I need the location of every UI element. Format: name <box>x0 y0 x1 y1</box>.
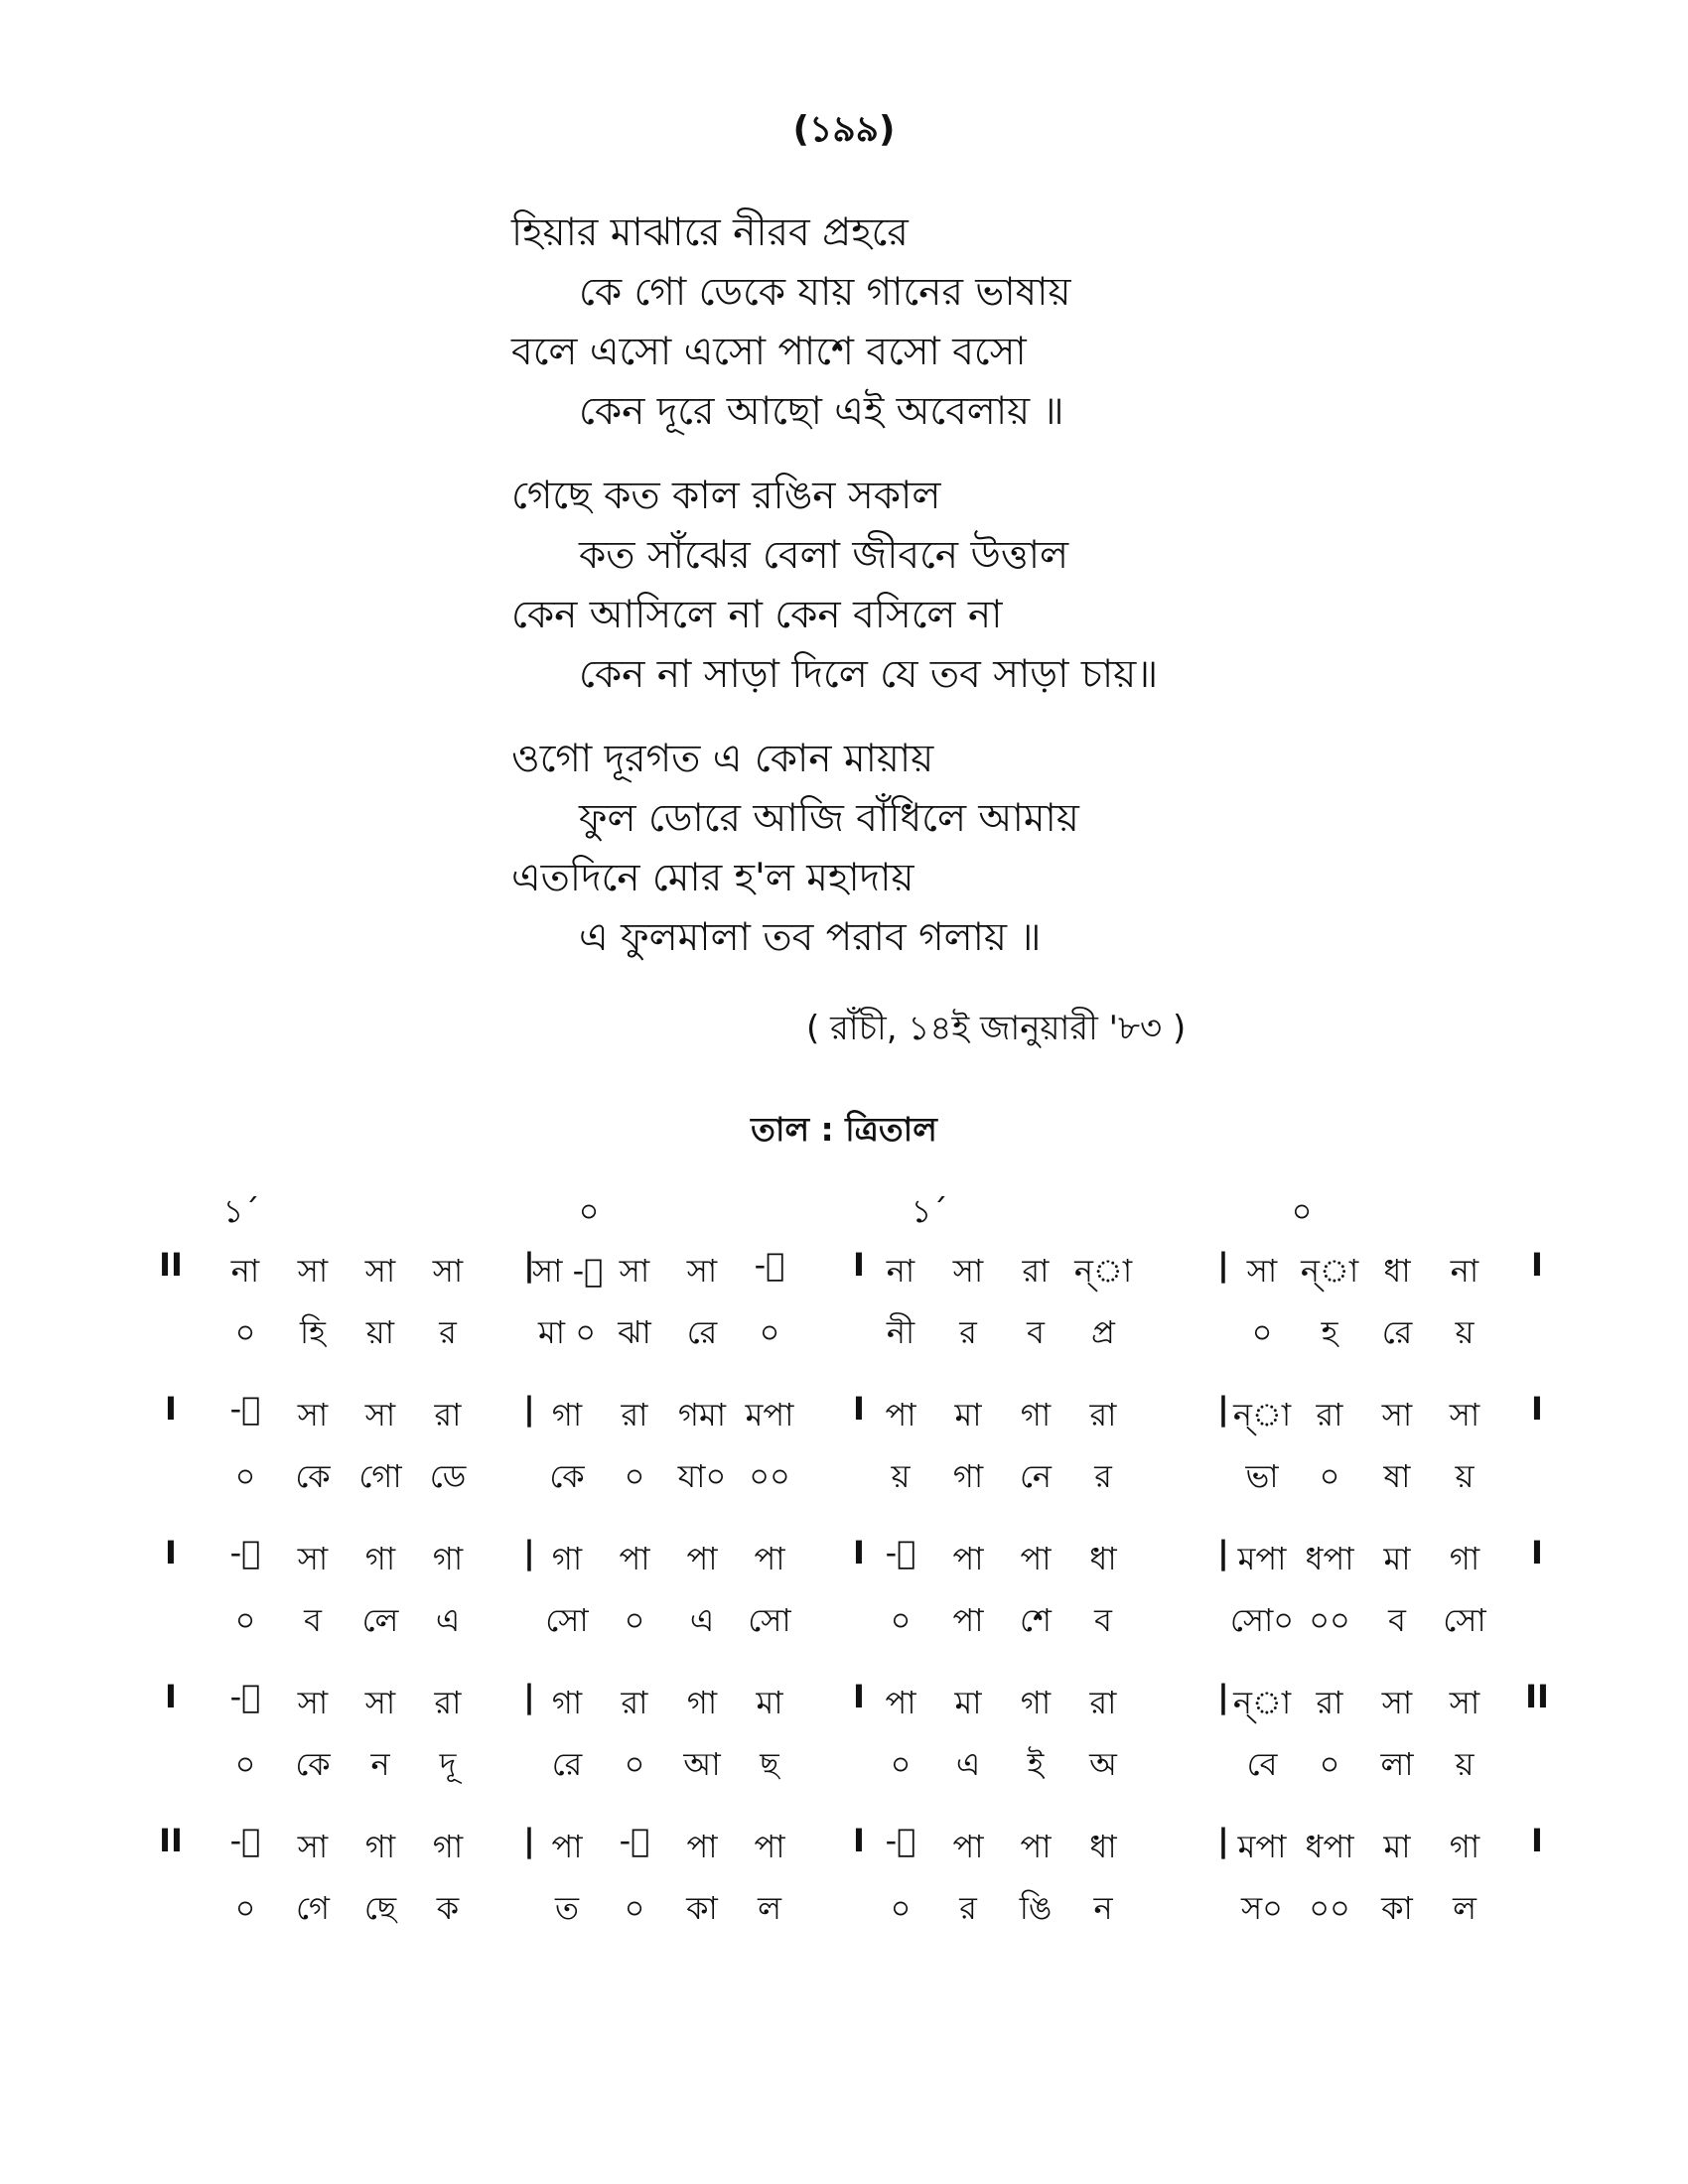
lyric-syllable: য় <box>1455 1313 1475 1351</box>
lyric-syllable: ০০ <box>749 1457 790 1495</box>
bar-line: | <box>1217 1822 1229 1859</box>
beat-mark: ০ <box>578 1192 600 1230</box>
swara-note: রা <box>1089 1396 1117 1433</box>
swara-note: ‑া <box>885 1822 916 1859</box>
lyric-syllable: ০ <box>234 1889 256 1927</box>
stanza-2 <box>511 467 1504 705</box>
lyric-syllable: সো <box>545 1601 589 1639</box>
swara-note: সা <box>364 1252 396 1290</box>
bar-line: | <box>523 1822 535 1859</box>
lyric-syllable: ০ <box>759 1313 780 1351</box>
swara-note: গা <box>1449 1540 1480 1577</box>
lyric-syllable: ০ <box>890 1601 912 1639</box>
notation-block <box>0 1246 1688 1390</box>
lyric-syllable: র <box>1094 1457 1112 1495</box>
lyric-syllable: যা০ <box>677 1457 727 1495</box>
lyric-syllable: সো <box>748 1601 791 1639</box>
verse-line: কে গো ডেকে যায় গানের ভাষায় <box>579 270 1071 315</box>
swara-note: গা <box>364 1828 396 1865</box>
verse-line: কত সাঁঝের বেলা জীবনে উত্তাল <box>579 533 1069 578</box>
verse-line: কেন আসিলে না কেন বসিলে না <box>511 593 1003 637</box>
verse-line: ওগো দূরগত এ কোন মায়ায় <box>511 737 934 781</box>
swara-note: পা <box>686 1540 718 1577</box>
lyric-syllable: কা <box>686 1889 718 1927</box>
swara-note: সা <box>1246 1252 1278 1290</box>
bar-line: | <box>1217 1390 1229 1428</box>
verse-line: ফুল ডোরে আজি বাঁধিলে আমায় <box>579 796 1079 841</box>
lyric-syllable: গে <box>296 1889 330 1927</box>
tala-heading: তাল : ত্রিতাল <box>751 1110 937 1149</box>
swara-note: রা <box>1089 1684 1117 1721</box>
lyric-syllable: র <box>959 1889 977 1927</box>
bar-line: | <box>1217 1678 1229 1715</box>
swara-note: গা <box>1020 1684 1052 1721</box>
swara-note: পা <box>754 1828 785 1865</box>
swara-note: পা <box>885 1396 916 1433</box>
bar-line: I <box>1531 1246 1543 1284</box>
lyric-syllable: ০ <box>1319 1745 1340 1783</box>
swara-note: সা <box>297 1684 329 1721</box>
bar-line: | <box>523 1390 535 1428</box>
swara-note: গা <box>432 1540 464 1577</box>
lyric-syllable: ০ <box>234 1457 256 1495</box>
swara-note: গা <box>551 1396 583 1433</box>
lyric-syllable: নে <box>1019 1457 1053 1495</box>
swara-note: পা <box>686 1828 718 1865</box>
lyric-syllable: বে <box>1246 1745 1278 1783</box>
swara-note: সা <box>297 1828 329 1865</box>
swara-note: রা <box>434 1396 462 1433</box>
swara-note: সা <box>297 1540 329 1577</box>
swara-row <box>0 1534 1688 1583</box>
lyric-syllable: আ <box>683 1745 721 1783</box>
swara-note: ‑া <box>885 1534 916 1571</box>
lyric-syllable: কা <box>1381 1889 1413 1927</box>
swara-note: ‑া <box>229 1534 261 1571</box>
swara-note: সা <box>297 1252 329 1290</box>
bar-line: I <box>165 1534 177 1571</box>
bar-line: I <box>853 1246 865 1284</box>
swara-note: মপা <box>1237 1828 1287 1865</box>
lyric-syllable: ঝা <box>618 1313 651 1351</box>
swara-note: পা <box>754 1540 785 1577</box>
lyric-syllable: সো <box>1443 1601 1486 1639</box>
bar-line: II <box>159 1822 183 1859</box>
bar-line: | <box>1217 1246 1229 1284</box>
lyric-syllable: ০০ <box>1309 1601 1350 1639</box>
swara-note: পা <box>551 1828 583 1865</box>
swara-note: সা <box>1449 1396 1480 1433</box>
swara-row <box>0 1246 1688 1296</box>
swara-note: গমা <box>677 1396 727 1433</box>
lyric-syllable: ল <box>758 1889 781 1927</box>
lyric-syllable: ক <box>436 1889 460 1927</box>
bar-line: I <box>853 1390 865 1428</box>
bar-line: I <box>853 1534 865 1571</box>
verse-line: গেছে কত কাল রঙিন সকাল <box>511 474 941 518</box>
swara-note: ধপা <box>1305 1828 1354 1865</box>
bar-line: I <box>853 1822 865 1859</box>
swara-note: ন্‌া <box>1073 1252 1133 1290</box>
swara-note: ‑া <box>619 1822 650 1859</box>
swara-note: সা <box>1381 1684 1413 1721</box>
swara-note: সা <box>1449 1684 1480 1721</box>
lyric-syllable: ছে <box>363 1889 397 1927</box>
swara-row <box>0 1390 1688 1439</box>
swara-note: ধপা <box>1305 1540 1354 1577</box>
lyric-syllable: ন <box>1093 1889 1113 1927</box>
lyric-syllable: ই <box>1027 1745 1045 1783</box>
lyric-syllable: ন <box>370 1745 390 1783</box>
lyric-syllable: ব <box>1388 1601 1406 1639</box>
bar-line: II <box>159 1246 183 1284</box>
verse-line: বলে এসো এসো পাশে বসো বসো <box>511 330 1027 374</box>
lyric-syllable: এ <box>955 1745 981 1783</box>
lyric-syllable: য় <box>891 1457 911 1495</box>
lyric-syllable: রে <box>1381 1313 1413 1351</box>
beat-mark: ০ <box>1291 1192 1313 1230</box>
lyric-syllable: ০ <box>1319 1457 1340 1495</box>
swara-note: গা <box>551 1540 583 1577</box>
lyric-syllable: য় <box>1455 1457 1475 1495</box>
page-number: (১৯৯) <box>792 109 896 150</box>
swara-note: ন্‌া <box>1232 1396 1292 1433</box>
swara-note: পা <box>1020 1828 1052 1865</box>
lyric-syllable: অ <box>1089 1745 1117 1783</box>
swara-note: পা <box>619 1540 650 1577</box>
lyric-syllable: শে <box>1020 1601 1052 1639</box>
bar-line: I <box>1531 1822 1543 1859</box>
swara-note: গা <box>364 1540 396 1577</box>
swara-note: গা <box>432 1828 464 1865</box>
swara-note: রা <box>1316 1396 1343 1433</box>
swara-note: সা <box>297 1396 329 1433</box>
swara-note: গা <box>686 1684 718 1721</box>
stanza-3 <box>511 730 1504 968</box>
swara-note: মপা <box>745 1396 794 1433</box>
swara-note: সা <box>432 1252 464 1290</box>
lyric-syllable: ব <box>304 1601 322 1639</box>
verse-line: কেন দূরে আছো এই অবেলায় ॥ <box>579 389 1064 434</box>
lyric-row <box>0 1307 1688 1357</box>
bar-line: | <box>1217 1534 1229 1571</box>
swara-note: গা <box>551 1684 583 1721</box>
swara-note: রা <box>621 1684 648 1721</box>
swara-note: পা <box>952 1540 984 1577</box>
lyric-row <box>0 1739 1688 1789</box>
lyric-row <box>0 1883 1688 1933</box>
bar-line: I <box>1531 1534 1543 1571</box>
lyric-syllable: প্র <box>1091 1313 1115 1351</box>
swara-note: পা <box>952 1828 984 1865</box>
swara-note: সা <box>686 1252 718 1290</box>
swara-row <box>0 1678 1688 1727</box>
lyric-syllable: ০ <box>234 1601 256 1639</box>
verse-line: কেন না সাড়া দিলে যে তব সাড়া চায়॥ <box>579 652 1159 697</box>
lyric-syllable: র <box>439 1313 457 1351</box>
lyric-row <box>0 1595 1688 1645</box>
lyric-syllable: লা <box>1380 1745 1414 1783</box>
swara-note: ‑া <box>754 1246 785 1284</box>
swara-note: সা <box>619 1252 650 1290</box>
lyric-syllable: কে <box>295 1745 331 1783</box>
swara-note: রা <box>434 1684 462 1721</box>
lyric-syllable: ০ <box>234 1313 256 1351</box>
swara-note: ন্‌া <box>1300 1252 1359 1290</box>
lyric-syllable: ০০ <box>1309 1889 1350 1927</box>
lyric-syllable: মা ০ <box>537 1313 597 1351</box>
swara-note: ধা <box>1383 1252 1411 1290</box>
swara-note: সা <box>952 1252 984 1290</box>
swara-note: ধা <box>1089 1828 1117 1865</box>
swara-note: ‑া <box>229 1390 261 1428</box>
lyric-syllable: ল <box>1453 1889 1477 1927</box>
bar-line: I <box>165 1678 177 1715</box>
lyric-syllable: র <box>959 1313 977 1351</box>
notation-block <box>0 1534 1688 1678</box>
swara-note: গা <box>1449 1828 1480 1865</box>
lyric-syllable: ডে <box>429 1457 467 1495</box>
beat-marks <box>0 1186 1688 1236</box>
lyric-syllable: হ <box>1321 1313 1338 1351</box>
swara-note: সা <box>364 1396 396 1433</box>
swara-note: মপা <box>1237 1540 1287 1577</box>
swara-note: ‑া <box>229 1678 261 1715</box>
swara-note: মা <box>756 1684 783 1721</box>
lyric-syllable: ০ <box>890 1745 912 1783</box>
lyric-syllable: ব <box>1027 1313 1045 1351</box>
verse-line: হিয়ার মাঝারে নীরব প্রহরে <box>511 210 909 255</box>
bar-line: | <box>523 1678 535 1715</box>
lyric-syllable: কে <box>295 1457 331 1495</box>
bar-line: | <box>523 1534 535 1571</box>
lyric-syllable: দূ <box>439 1745 457 1783</box>
lyric-syllable: এ <box>435 1601 461 1639</box>
swara-note: ন্‌া <box>1232 1684 1292 1721</box>
swara-note: সা ‑া <box>532 1252 604 1290</box>
bar-line: II <box>1525 1678 1549 1715</box>
lyric-syllable: ০ <box>890 1889 912 1927</box>
lyric-syllable: গা <box>952 1457 984 1495</box>
bar-line: I <box>853 1678 865 1715</box>
lyric-syllable: ঙি <box>1019 1889 1053 1927</box>
swara-note: রা <box>621 1396 648 1433</box>
lyric-syllable: পা <box>952 1601 984 1639</box>
bar-line: I <box>165 1390 177 1428</box>
lyric-syllable: কে <box>549 1457 585 1495</box>
swara-note: না <box>1450 1252 1479 1290</box>
lyric-syllable: ষা <box>1383 1457 1411 1495</box>
lyric-syllable: হি <box>300 1313 326 1351</box>
swara-note: রা <box>1022 1252 1050 1290</box>
lyric-syllable: ০ <box>624 1745 645 1783</box>
lyric-syllable: এ <box>689 1601 715 1639</box>
swara-note: মা <box>1383 1540 1411 1577</box>
swara-note: সা <box>364 1684 396 1721</box>
notation-block <box>0 1390 1688 1534</box>
lyric-syllable: ভা <box>1245 1457 1279 1495</box>
lyric-syllable: রে <box>551 1745 583 1783</box>
lyric-syllable: নী <box>886 1313 915 1351</box>
lyric-syllable: ০ <box>234 1745 256 1783</box>
lyric-syllable: ০ <box>1251 1313 1273 1351</box>
date-line: ( রাঁচী, ১৪ই জানুয়ারী '৮৩ ) <box>806 1009 1187 1048</box>
lyric-syllable: লে <box>361 1601 399 1639</box>
swara-note: মা <box>954 1396 982 1433</box>
swara-note: মা <box>954 1684 982 1721</box>
bar-line: | <box>523 1246 535 1284</box>
swara-note: সা <box>1381 1396 1413 1433</box>
swara-note: রা <box>1316 1684 1343 1721</box>
lyric-syllable: ব <box>1094 1601 1112 1639</box>
swara-note: ‑া <box>229 1822 261 1859</box>
swara-note: পা <box>885 1684 916 1721</box>
verse-line: এ ফুলমালা তব পরাব গলায় ॥ <box>579 915 1042 960</box>
lyric-syllable: য়া <box>365 1313 395 1351</box>
swara-note: গা <box>1020 1396 1052 1433</box>
lyric-syllable: য় <box>1455 1745 1475 1783</box>
swara-row <box>0 1822 1688 1871</box>
lyric-syllable: স০ <box>1241 1889 1283 1927</box>
lyric-row <box>0 1451 1688 1501</box>
swara-note: পা <box>1020 1540 1052 1577</box>
lyric-syllable: ত <box>554 1889 579 1927</box>
beat-mark: ১´ <box>222 1192 260 1230</box>
swara-note: না <box>886 1252 915 1290</box>
swara-note: না <box>230 1252 260 1290</box>
lyric-syllable: রে <box>686 1313 718 1351</box>
swara-note: ধা <box>1089 1540 1117 1577</box>
lyric-syllable: সো০ <box>1229 1601 1295 1639</box>
stanza-1 <box>511 204 1504 442</box>
notation-block <box>0 1678 1688 1822</box>
lyric-syllable: ০ <box>624 1457 645 1495</box>
swara-note: মা <box>1383 1828 1411 1865</box>
beat-mark: ১´ <box>911 1192 948 1230</box>
lyric-syllable: গো <box>358 1457 402 1495</box>
lyric-syllable: ছ <box>760 1745 779 1783</box>
bar-line: I <box>1531 1390 1543 1428</box>
verse-line: এতদিনে মোর হ'ল মহাদায় <box>511 856 914 900</box>
lyric-syllable: ০ <box>624 1601 645 1639</box>
notation-block <box>0 1822 1688 1966</box>
lyric-syllable: ০ <box>624 1889 645 1927</box>
